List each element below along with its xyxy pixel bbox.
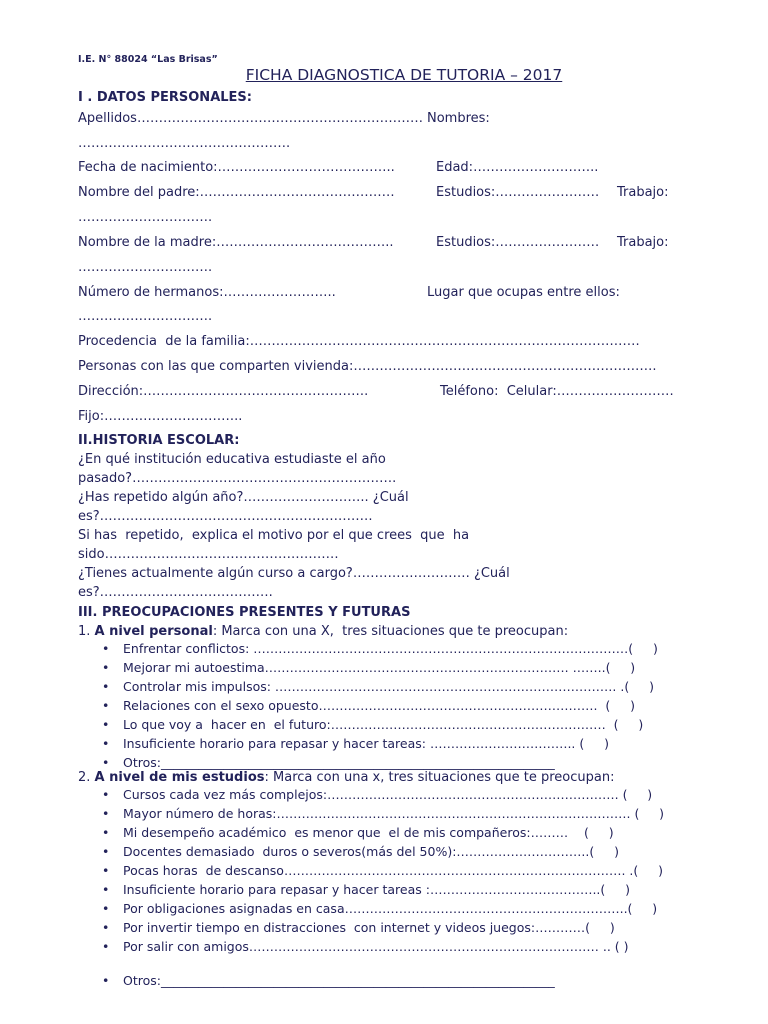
personal-level-text: : Marca con una X, tres situaciones que te preocupan:: [212, 624, 569, 639]
list-item[interactable]: [100, 787, 718, 806]
father-studies-field: Estudios:……………………: [436, 185, 600, 200]
bullet-icon: •: [102, 660, 110, 675]
study-level-title: A nivel de mis estudios: [94, 770, 265, 785]
nombres-continuation: ………………………………………….: [78, 136, 291, 151]
landline-field: Fijo:…………………………..: [78, 409, 243, 424]
bullet-icon: •: [102, 641, 110, 656]
list-item[interactable]: [100, 660, 658, 679]
study-level-text: : Marca con una x, tres situaciones que te preocupan:: [264, 770, 615, 785]
list-item[interactable]: [100, 717, 658, 736]
father-work-label: Trabajo:: [617, 185, 669, 200]
study-level-instruction: [78, 770, 614, 786]
bullet-icon: •: [102, 755, 110, 770]
birth-order-label: Lugar que ocupas entre ellos:: [427, 285, 620, 300]
bullet-icon: •: [102, 973, 110, 988]
list-item-text: Docentes demasiado duros o severos(más del 50%):…………………………..( ): [123, 844, 619, 859]
list-item[interactable]: [100, 825, 718, 844]
list-item-text: Controlar mis impulsos: ………………………………………………………………………. .( ): [123, 679, 654, 694]
list-item[interactable]: [100, 806, 718, 825]
bullet-icon: •: [102, 787, 110, 802]
address-field: Dirección:…………………………………………….: [78, 384, 369, 399]
list-item[interactable]: [100, 920, 718, 939]
section-school-history-heading: II.HISTORIA ESCOLAR:: [78, 433, 240, 448]
birth-order-continuation: ………………………….: [78, 309, 213, 324]
bullet-icon: •: [102, 882, 110, 897]
form-title: [0, 66, 768, 84]
household-members-field: Personas con las que comparten vivienda:…………………………………………………………….: [78, 359, 657, 374]
list-item-text: Mayor número de horas:…………………………………………………………………………. ( ): [123, 806, 665, 821]
list-item-text: Mejorar mi autoestima………………………………………………………………. ……..( ): [123, 660, 636, 675]
repeated-year-answer: es?………………………………………………………: [78, 509, 373, 524]
list-item-text: Pocas horas de descanso………………………………………………………………………. .( ): [123, 863, 663, 878]
list-item[interactable]: [100, 641, 658, 660]
list-item-text: Enfrentar conflictos: ………………………………………………………………………………( ): [123, 641, 658, 656]
list-item[interactable]: [100, 698, 658, 717]
nombres-label: Nombres:: [427, 111, 490, 126]
bullet-icon: •: [102, 679, 110, 694]
personal-level-number: 1.: [78, 624, 95, 639]
previous-school-answer: pasado?…………………………………………………….: [78, 471, 397, 486]
list-item[interactable]: [100, 863, 718, 882]
list-item[interactable]: [100, 973, 718, 992]
list-item[interactable]: [100, 939, 718, 973]
personal-level-title: A nivel personal: [94, 624, 213, 639]
father-work-continuation: ………………………….: [78, 210, 213, 225]
bullet-icon: •: [102, 939, 110, 954]
birthdate-field: Fecha de nacimiento:…………………………………..: [78, 160, 395, 175]
phone-field: Teléfono: Celular:………………………: [440, 384, 674, 399]
previous-school-question: ¿En qué institución educativa estudiaste el año: [78, 452, 386, 467]
bullet-icon: •: [102, 863, 110, 878]
mother-work-label: Trabajo:: [617, 235, 669, 250]
list-item-text: Lo que voy a hacer en el futuro:………………………………………………………… ( ): [123, 717, 644, 732]
repeat-reason-question: Si has repetido, explica el motivo por el que crees que ha: [78, 528, 470, 543]
list-item[interactable]: [100, 882, 718, 901]
form-title-text: FICHA DIAGNOSTICA DE TUTORIA – 2017: [245, 66, 563, 84]
section-concerns-heading: III. PREOCUPACIONES PRESENTES Y FUTURAS: [78, 605, 411, 620]
repeat-reason-answer: sido………………………………………………: [78, 547, 339, 562]
list-item-text: Insuficiente horario para repasar y hacer tareas: …………………………….. ( ): [123, 736, 609, 751]
age-field: Edad:………………………..: [436, 160, 599, 175]
list-item-text: Relaciones con el sexo opuesto…………………………………………………………. ( ): [123, 698, 636, 713]
apellidos-field: Apellidos…………………………………………………………: [78, 111, 423, 126]
study-concerns-list: [100, 787, 718, 992]
list-item[interactable]: [100, 679, 658, 698]
pending-course-answer: es?………………………………….: [78, 585, 273, 600]
mother-name-field: Nombre de la madre:…………………………………..: [78, 235, 394, 250]
bullet-icon: •: [102, 806, 110, 821]
personal-level-instruction: [78, 624, 568, 640]
mother-studies-field: Estudios:……………………: [436, 235, 600, 250]
personal-concerns-list: [100, 641, 658, 774]
father-name-field: Nombre del padre:………………………………………: [78, 185, 395, 200]
list-item-text: Por salir con amigos………………………………………………………………………… .. ( ): [123, 939, 629, 954]
siblings-field: Número de hermanos:……………………..: [78, 285, 336, 300]
bullet-icon: •: [102, 901, 110, 916]
list-item-text: Por invertir tiempo en distracciones con internet y videos juegos:…………( ): [123, 920, 615, 935]
section-personal-heading: I . DATOS PERSONALES:: [78, 90, 252, 105]
bullet-icon: •: [102, 844, 110, 859]
family-origin-field: Procedencia de la familia:………………………………………………………………………………: [78, 334, 640, 349]
bullet-icon: •: [102, 736, 110, 751]
list-item-text: Cursos cada vez más complejos:……………………………………………………………. ( ): [123, 787, 653, 802]
list-item-text: Mi desempeño académico es menor que el de mis compañeros:……… ( ): [123, 825, 614, 840]
bullet-icon: •: [102, 698, 110, 713]
bullet-icon: •: [102, 717, 110, 732]
mother-work-continuation: ………………………….: [78, 260, 213, 275]
school-name: I.E. N° 88024 “Las Brisas”: [78, 54, 218, 65]
list-item-text: Insuficiente horario para repasar y hacer tareas :…………………………………..( ): [123, 882, 631, 897]
bullet-icon: •: [102, 920, 110, 935]
repeated-year-question: ¿Has repetido algún año?……………………….. ¿Cuál: [78, 490, 409, 505]
list-item[interactable]: [100, 901, 718, 920]
list-item[interactable]: [100, 736, 658, 755]
study-level-number: 2.: [78, 770, 95, 785]
list-item-text: Otros:_______________________________________________________________: [123, 973, 555, 988]
bullet-icon: •: [102, 825, 110, 840]
list-item-text: Por obligaciones asignadas en casa…………………………………………………………..( ): [123, 901, 658, 916]
list-item-text: Otros:_______________________________________________________________: [123, 755, 555, 770]
pending-course-question: ¿Tienes actualmente algún curso a cargo?……………………… ¿Cuál: [78, 566, 510, 581]
list-item[interactable]: [100, 844, 718, 863]
